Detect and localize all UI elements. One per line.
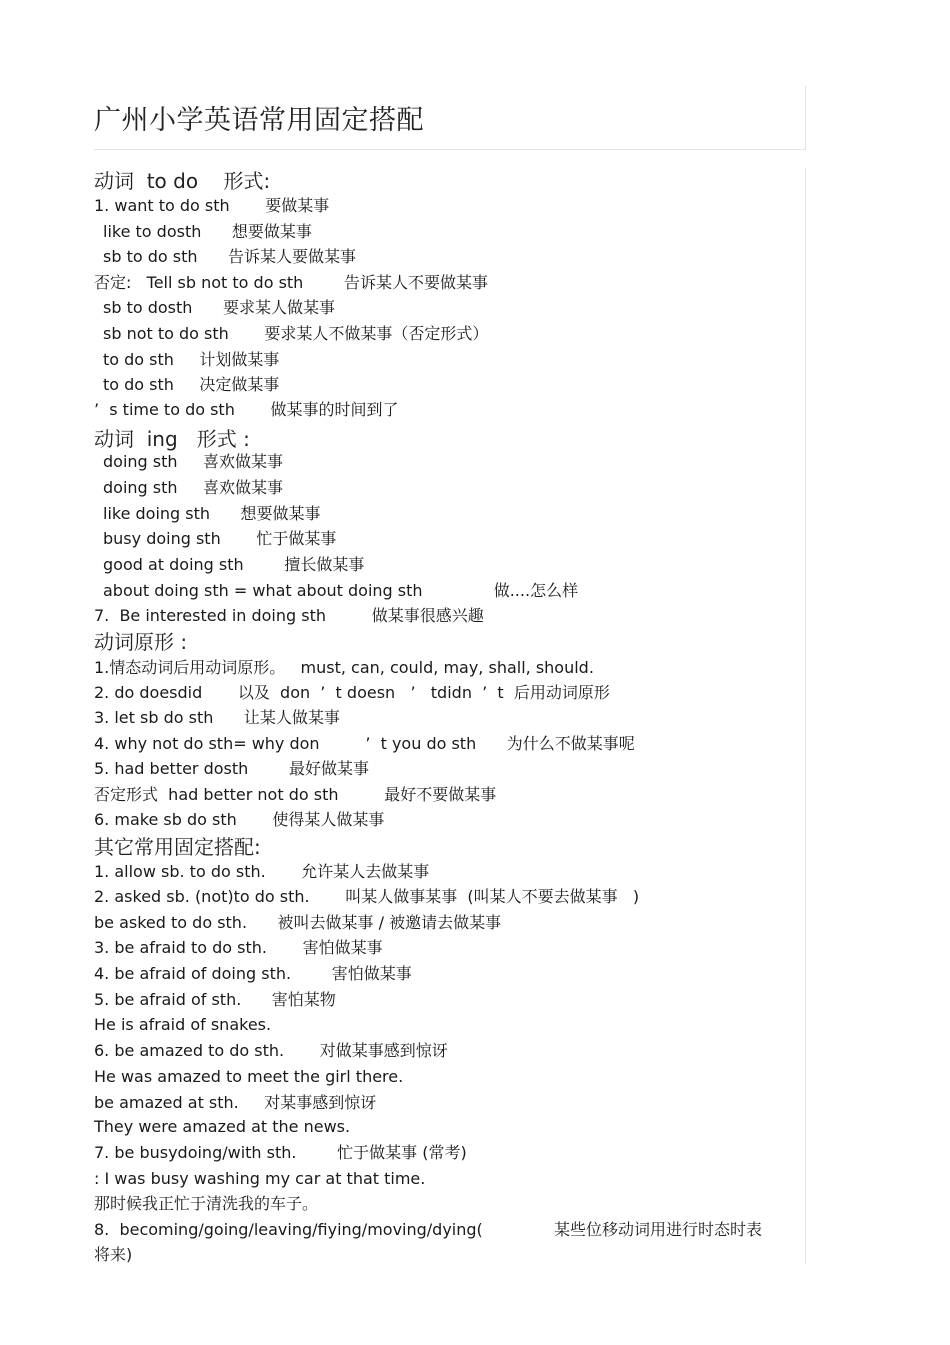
text-line: be asked to do sth. 被叫去做某事 / 被邀请去做某事: [94, 913, 502, 932]
content-border-right: [805, 168, 806, 1264]
section-heading: 动词 ing 形式 :: [94, 427, 250, 451]
text-line: 3. let sb do sth 让某人做某事: [94, 708, 340, 727]
text-line: He was amazed to meet the girl there.: [94, 1067, 404, 1086]
text-line: 7. be busydoing/with sth. 忙于做某事 (常考): [94, 1143, 467, 1162]
title-divider: [94, 149, 806, 150]
text-line: 2. asked sb. (not)to do sth. 叫某人做事某事 (叫某人不要去做某事 ): [94, 887, 640, 906]
text-line: 4. be afraid of doing sth. 害怕做某事: [94, 964, 412, 983]
text-line: 1. want to do sth 要做某事: [94, 196, 330, 215]
text-line: 8. becoming/going/leaving/fiying/moving/dying( 某些位移动词用进行时态时表: [94, 1220, 762, 1239]
text-line: to do sth 决定做某事: [103, 375, 280, 394]
text-line: 6. be amazed to do sth. 对做某事感到惊讶: [94, 1041, 448, 1060]
section-heading: 动词 to do 形式:: [94, 169, 271, 193]
text-line: 5. had better dosth 最好做某事: [94, 759, 369, 778]
text-line: 6. make sb do sth 使得某人做某事: [94, 810, 385, 829]
text-line: 那时候我正忙于清洗我的车子。: [94, 1194, 319, 1213]
text-line: like to dosth 想要做某事: [103, 222, 312, 241]
text-line: 将来): [94, 1245, 133, 1264]
text-line: doing sth 喜欢做某事: [103, 478, 283, 497]
text-line: 4. why not do sth= why don ’ t you do sth 为什么不做某事呢: [94, 734, 635, 753]
page-title: 广州小学英语常用固定搭配: [94, 105, 424, 136]
text-line: : I was busy washing my car at that time.: [94, 1169, 426, 1188]
text-line: ’ s time to do sth 做某事的时间到了: [94, 400, 399, 419]
section-heading: 其它常用固定搭配:: [94, 835, 261, 859]
text-line: 否定: Tell sb not to do sth 告诉某人不要做某事: [94, 273, 489, 292]
text-line: 1.情态动词后用动词原形。 must, can, could, may, shall, should.: [94, 658, 594, 677]
text-line: 3. be afraid to do sth. 害怕做某事: [94, 938, 383, 957]
text-line: busy doing sth 忙于做某事: [103, 529, 337, 548]
text-line: be amazed at sth. 对某事感到惊讶: [94, 1093, 377, 1112]
text-line: 5. be afraid of sth. 害怕某物: [94, 990, 336, 1009]
text-line: good at doing sth 擅长做某事: [103, 555, 365, 574]
text-line: sb to dosth 要求某人做某事: [103, 298, 335, 317]
text-line: He is afraid of snakes.: [94, 1015, 272, 1034]
text-line: 7. Be interested in doing sth 做某事很感兴趣: [94, 606, 484, 625]
text-line: 1. allow sb. to do sth. 允许某人去做某事: [94, 862, 430, 881]
text-line: sb not to do sth 要求某人不做某事（否定形式）: [103, 324, 489, 343]
text-line: about doing sth = what about doing sth 做....怎么样: [103, 581, 579, 600]
text-line: 2. do doesdid 以及 don ’ t doesn ’ tdidn ’ t 后用动词原形: [94, 683, 610, 702]
section-heading: 动词原形 :: [94, 630, 188, 654]
text-line: They were amazed at the news.: [94, 1117, 351, 1136]
text-line: 否定形式 had better not do sth 最好不要做某事: [94, 785, 497, 804]
text-line: sb to do sth 告诉某人要做某事: [103, 247, 357, 266]
text-line: like doing sth 想要做某事: [103, 504, 321, 523]
text-line: to do sth 计划做某事: [103, 350, 280, 369]
title-border-right: [805, 86, 806, 149]
text-line: doing sth 喜欢做某事: [103, 452, 283, 471]
